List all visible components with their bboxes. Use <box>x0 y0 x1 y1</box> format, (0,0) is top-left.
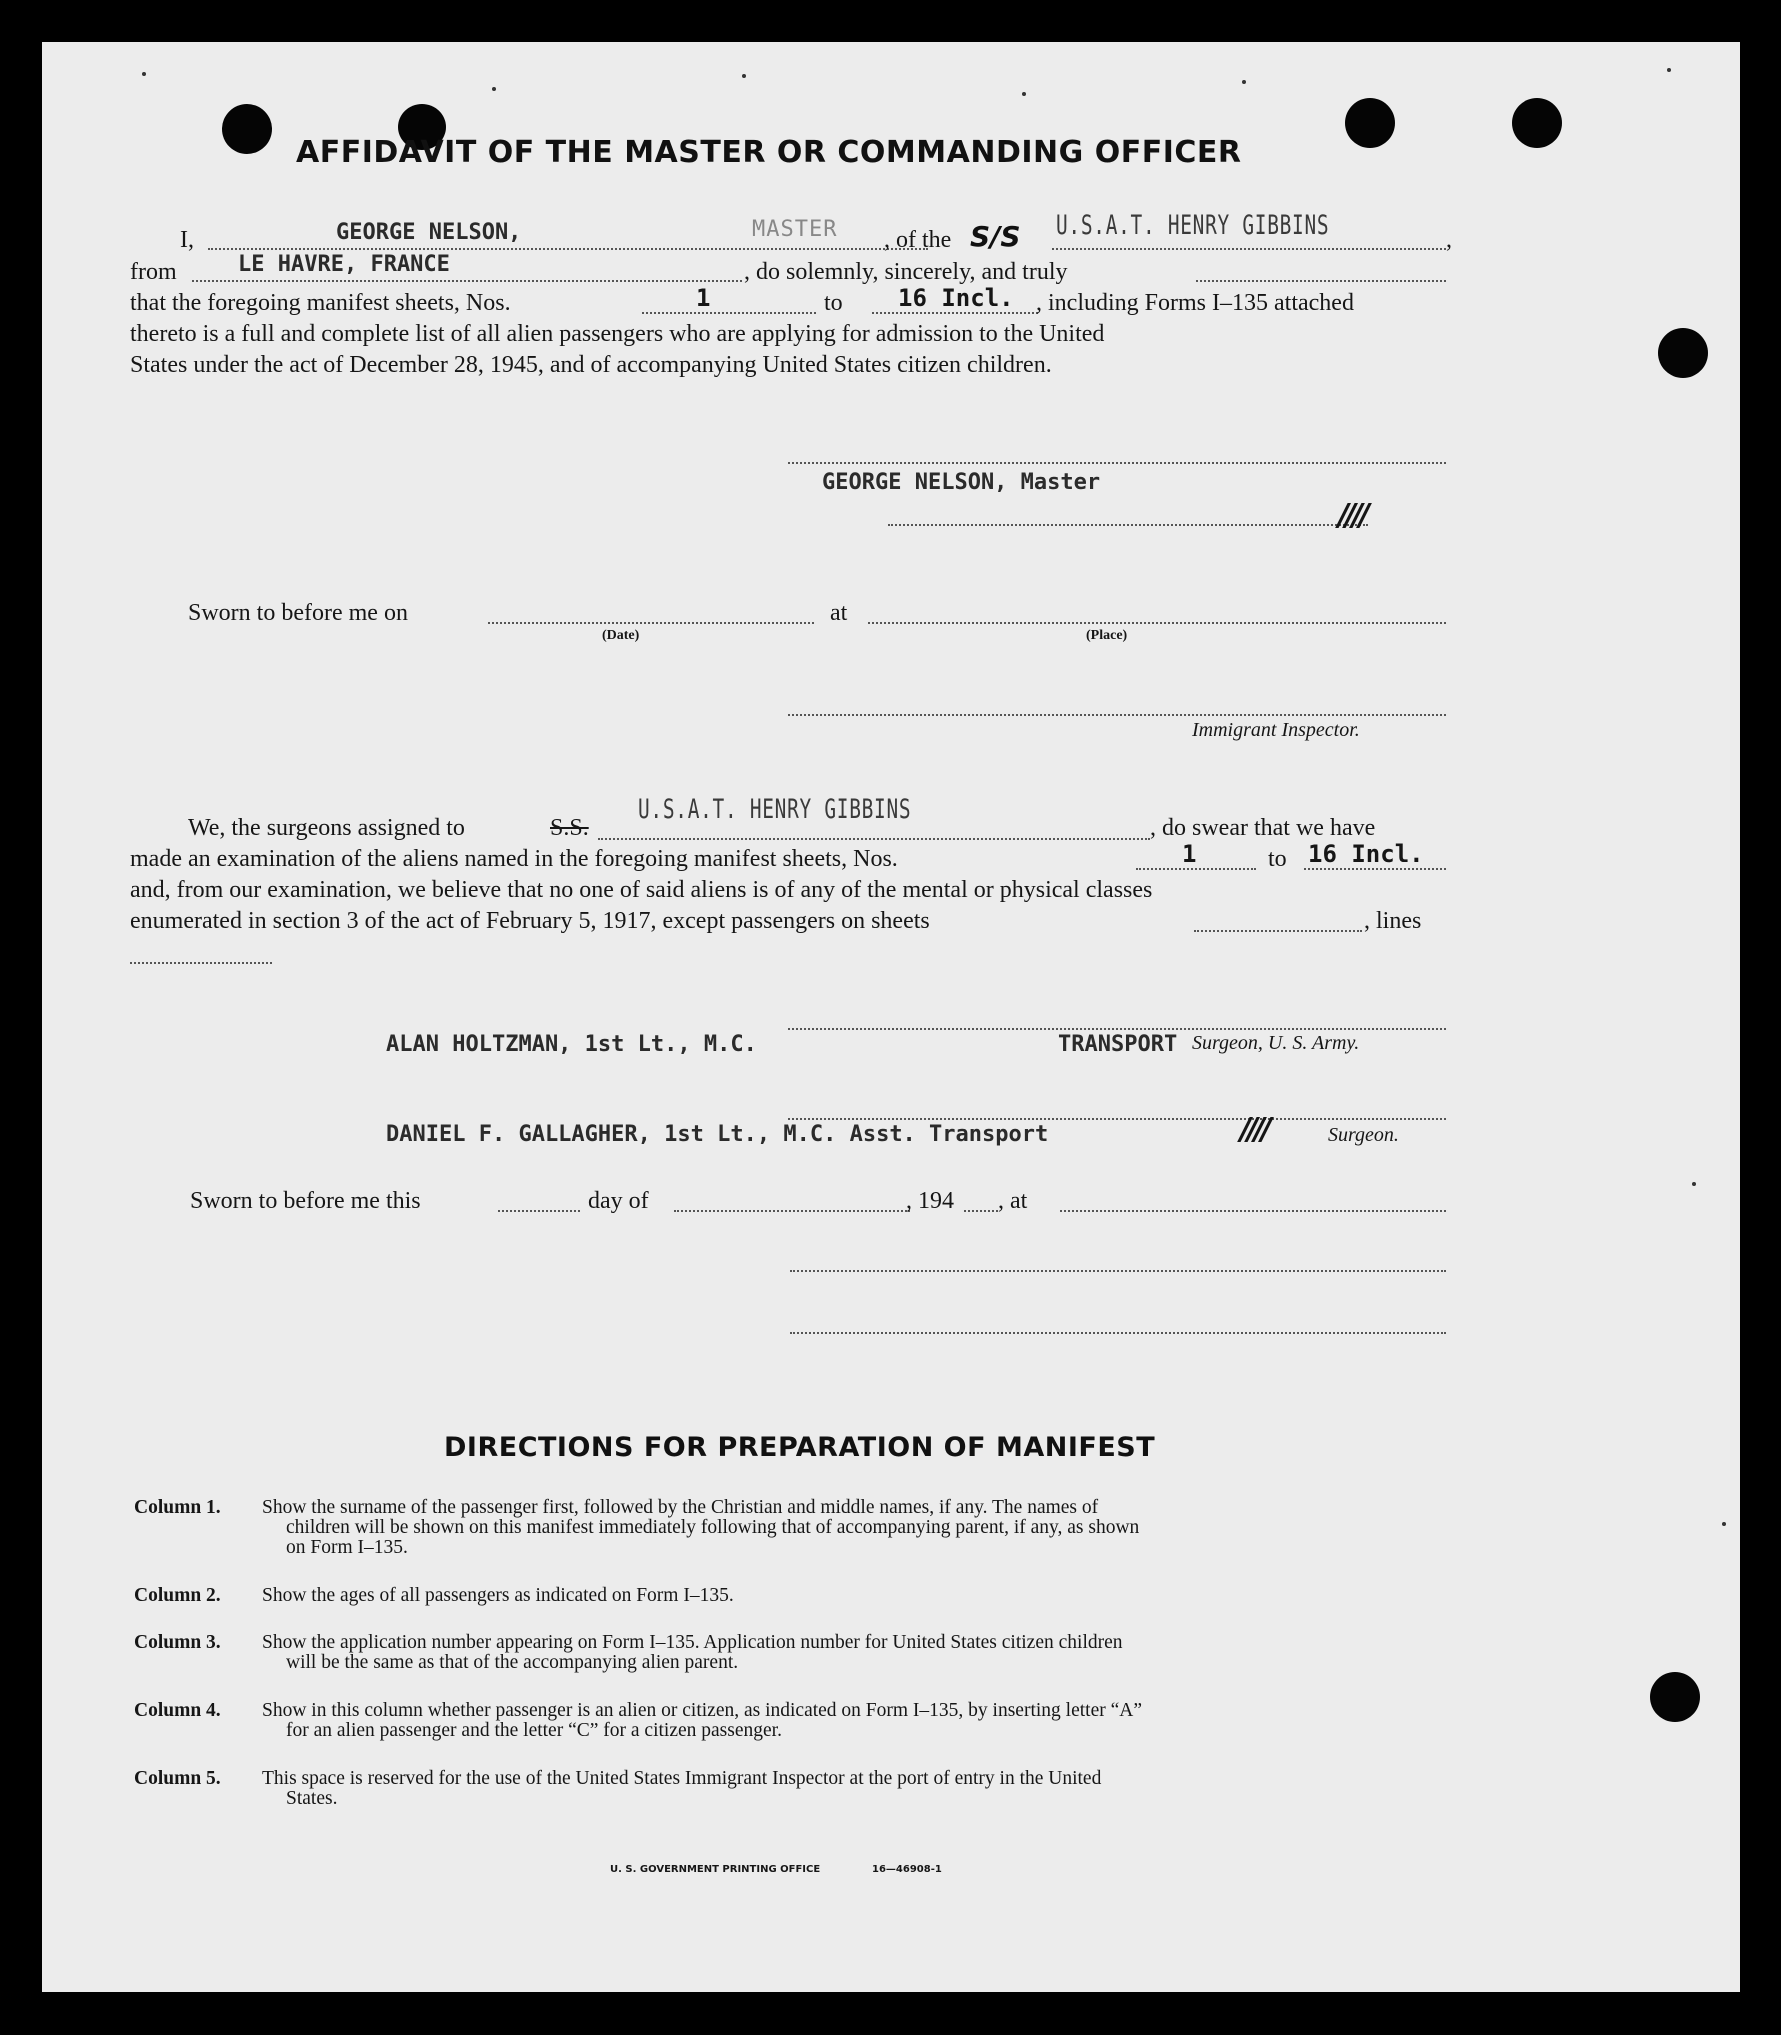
direction-column-5 <box>134 1769 1101 1809</box>
i-prefix: I, <box>180 227 194 253</box>
place-caption: (Place) <box>1086 628 1128 643</box>
signature-title-line <box>888 524 1368 526</box>
directions-title: DIRECTIONS FOR PREPARATION OF MANIFEST <box>444 1432 1156 1463</box>
of-the-label: , of the <box>884 227 952 253</box>
sworn2-official-line-1 <box>790 1270 1446 1272</box>
speck <box>1242 80 1246 84</box>
surgeon2-signature-line <box>788 1118 1446 1120</box>
direction-text: on Form I–135. <box>286 1537 408 1558</box>
from-label: from <box>130 259 177 285</box>
affidavit-line4: thereto is a full and complete list of all alien passengers who are applying for admission to the United <box>130 321 1105 347</box>
speck <box>742 74 746 78</box>
sworn2-day-line <box>498 1210 580 1212</box>
form-page <box>42 42 1740 1992</box>
sworn2-at: , at <box>998 1188 1028 1214</box>
surgeons-sheet-from-line <box>1136 868 1256 870</box>
direction-label: Column 4. <box>134 1700 221 1721</box>
sworn2-year: , 194 <box>906 1188 954 1214</box>
vessel-name: U.S.A.T. HENRY GIBBINS <box>1056 210 1330 241</box>
sheet-from: 1 <box>696 284 711 312</box>
surgeons-vessel-line <box>598 838 1150 840</box>
direction-column-1 <box>134 1498 1139 1558</box>
exceptions-sheets-line <box>1194 930 1362 932</box>
direction-text: children will be shown on this manifest immediately following that of accompanying parent, if any, as shown <box>286 1517 1140 1538</box>
signature-name: GEORGE NELSON, Master <box>822 470 1101 495</box>
sworn-label: Sworn to before me on <box>188 600 408 626</box>
from-port-line <box>192 280 742 282</box>
sworn2-official-line-2 <box>790 1332 1446 1334</box>
direction-column-3 <box>134 1633 1123 1673</box>
speck <box>1667 68 1671 72</box>
surgeons-vessel-name: U.S.A.T. HENRY GIBBINS <box>638 794 912 825</box>
form-number: 16—46908-1 <box>872 1864 942 1875</box>
sworn2-year-line <box>964 1210 998 1212</box>
sworn2-label: Sworn to before me this <box>190 1188 421 1214</box>
surgeons-sheet-to: 16 Incl. <box>1308 840 1424 868</box>
speck <box>1722 1522 1726 1526</box>
comma: , <box>1446 227 1452 253</box>
surgeons-sheet-from: 1 <box>1182 840 1197 868</box>
printer-imprint: U. S. GOVERNMENT PRINTING OFFICE <box>610 1864 821 1875</box>
sheet-to: 16 Incl. <box>898 284 1014 312</box>
direction-text: Show in this column whether passenger is an alien or citizen, as indicated on Form I–135, by inserting letter “A” <box>262 1700 1142 1721</box>
master-name-line <box>208 248 928 250</box>
direction-text: Show the application number appearing on Form I–135. Application number for United States citizen children <box>262 1632 1123 1653</box>
surgeon1-name: ALAN HOLTZMAN, 1st Lt., M.C. <box>386 1032 757 1057</box>
surgeons-line2-prefix: made an examination of the aliens named in the foregoing manifest sheets, Nos. <box>130 846 898 872</box>
punch-hole <box>1345 98 1395 148</box>
direction-text: Show the ages of all passengers as indicated on Form I–135. <box>262 1585 734 1606</box>
from-port: LE HAVRE, FRANCE <box>238 252 450 277</box>
direction-label: Column 1. <box>134 1497 221 1518</box>
surgeon2-mark: //// <box>1240 1112 1268 1147</box>
sworn-date-line <box>488 622 814 624</box>
signature-line <box>788 462 1446 464</box>
surgeon2-name: DANIEL F. GALLAGHER, 1st Lt., M.C. Asst. Transport <box>386 1122 1049 1147</box>
surgeon1-typed-title: TRANSPORT <box>1058 1032 1178 1057</box>
speck <box>492 87 496 91</box>
sheet-to-line <box>872 312 1038 314</box>
surgeons-line4: enumerated in section 3 of the act of February 5, 1917, except passengers on sheets <box>130 908 930 934</box>
direction-column-4 <box>134 1701 1142 1741</box>
vessel-abbrev: S/S <box>970 220 1021 253</box>
page-title: AFFIDAVIT OF THE MASTER OR COMMANDING OFFICER <box>296 135 1242 170</box>
punch-hole <box>1658 328 1708 378</box>
surgeon1-signature-line <box>788 1028 1446 1030</box>
surgeons-line3: and, from our examination, we believe that no one of said aliens is of any of the mental or physical classes <box>130 877 1153 903</box>
solemnly-line <box>1196 280 1446 282</box>
surgeon2-caption: Surgeon. <box>1328 1124 1399 1146</box>
direction-label: Column 2. <box>134 1585 221 1606</box>
punch-hole <box>1650 1672 1700 1722</box>
struck-ss: S.S. <box>550 815 589 841</box>
direction-label: Column 3. <box>134 1632 221 1653</box>
direction-text: will be the same as that of the accompanying alien parent. <box>286 1652 739 1673</box>
sworn2-place-line <box>1060 1210 1446 1212</box>
signature-mark: //// <box>1338 498 1366 533</box>
surgeon1-caption: Surgeon, U. S. Army. <box>1192 1032 1360 1054</box>
sheets-suffix: , including Forms I–135 attached <box>1036 290 1354 316</box>
surgeons-line1-prefix: We, the surgeons assigned to <box>188 815 465 841</box>
sheets-prefix: that the foregoing manifest sheets, Nos. <box>130 290 511 316</box>
speck <box>142 72 146 76</box>
punch-hole <box>1512 98 1562 148</box>
direction-text: This space is reserved for the use of the United States Immigrant Inspector at the port of entry in the United <box>262 1768 1102 1789</box>
surgeons-line4-suffix: , lines <box>1364 908 1422 934</box>
rank-stamp: MASTER <box>752 217 838 242</box>
exceptions-lines-line <box>130 962 272 964</box>
punch-hole <box>222 104 272 154</box>
direction-text: for an alien passenger and the letter “C” for a citizen passenger. <box>286 1720 782 1741</box>
solemnly-text: , do solemnly, sincerely, and truly <box>744 259 1068 285</box>
sheet-from-line <box>642 312 816 314</box>
surgeons-line1-suffix: , do swear that we have <box>1150 815 1376 841</box>
speck <box>1022 92 1026 96</box>
to-label: to <box>824 290 843 316</box>
speck <box>1692 1182 1696 1186</box>
master-name: GEORGE NELSON, <box>336 220 522 245</box>
direction-column-2 <box>134 1586 734 1606</box>
inspector-caption: Immigrant Inspector. <box>1192 719 1360 741</box>
date-caption: (Date) <box>602 628 640 643</box>
vessel-line <box>1052 248 1446 250</box>
sworn2-day-of: day of <box>588 1188 649 1214</box>
sworn-place-line <box>868 622 1446 624</box>
surgeons-to-label: to <box>1268 846 1287 872</box>
direction-label: Column 5. <box>134 1768 221 1789</box>
direction-text: Show the surname of the passenger first, followed by the Christian and middle names, if any. The names of <box>262 1497 1099 1518</box>
inspector-signature-line <box>788 714 1446 716</box>
sworn-at-label: at <box>830 600 848 626</box>
surgeons-sheet-to-line <box>1304 868 1446 870</box>
sworn2-month-line <box>674 1210 910 1212</box>
direction-text: States. <box>286 1788 338 1809</box>
affidavit-line5: States under the act of December 28, 1945, and of accompanying United States citizen children. <box>130 352 1052 378</box>
